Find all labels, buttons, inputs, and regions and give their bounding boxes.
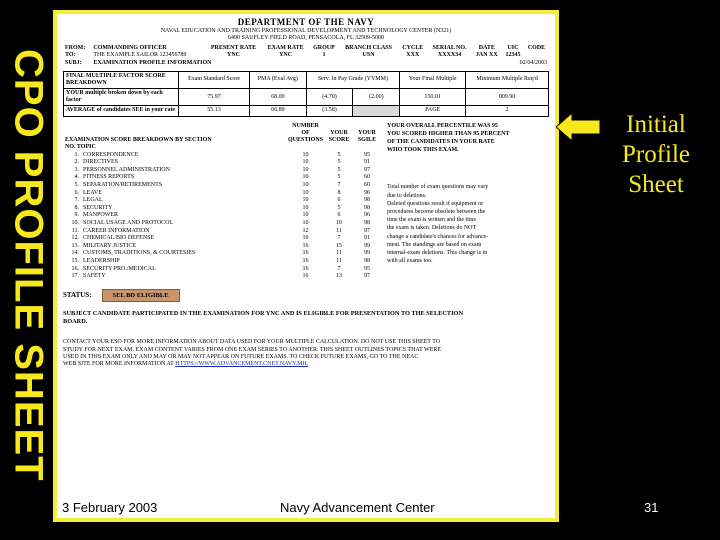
note-line: time the exam is written and the time — [387, 217, 477, 224]
section-s: 11 — [336, 257, 342, 264]
grid-value: USN — [362, 52, 375, 59]
deletion-notes — [387, 184, 549, 265]
section-q: 10 — [302, 174, 309, 181]
section-topic: SECURITY — [83, 204, 113, 211]
status-badge: SEL BD ELIGIBLE — [102, 289, 180, 303]
section-row — [63, 189, 381, 197]
section-s: 5 — [337, 151, 341, 158]
section-no: 2. — [74, 159, 79, 166]
section-topic: CAREER INFORMATION — [83, 227, 150, 234]
section-row — [63, 273, 381, 281]
subj-label: SUBJ: — [65, 59, 82, 66]
note-line: the exam is taken. Deletions do NOT — [387, 225, 477, 232]
status-label: STATUS: — [63, 291, 92, 300]
section-p: 91 — [364, 235, 370, 242]
section-row — [63, 174, 381, 182]
mf-cell: Exam Standard Score — [179, 71, 250, 88]
footer-organization: Navy Advancement Center — [280, 500, 435, 515]
section-topic: SECURITY PRO./MEDICAL — [83, 265, 156, 272]
mf-row-label: YOUR multiple broken down by each factor — [64, 89, 179, 106]
status-row — [63, 289, 549, 303]
percentile-line: WHO TOOK THIS EXAM. — [387, 147, 459, 154]
contact-line: CONTACT YOUR ESO FOR MORE INFORMATION ABOUT DATA USED FOR YOUR MULTIPLE CALCULATION. DO NOT USE THIS SHEET TO — [63, 339, 441, 346]
section-q: 16 — [302, 242, 309, 249]
note-line: Total number of exam questions may vary — [387, 184, 489, 191]
section-no: 16. — [71, 265, 79, 272]
percentile-line: YOUR OVERALL PERCENTILE WAS 95 — [387, 122, 498, 129]
section-p: 98 — [364, 204, 370, 211]
side-title: CPO PROFILE SHEET — [6, 49, 51, 482]
percentile-panel — [381, 123, 549, 281]
section-q: 10 — [302, 197, 309, 204]
section-s: 7 — [337, 182, 341, 188]
mf-cell: Serv. In Pay Grade (YYMM) — [306, 71, 400, 88]
department-title: DEPARTMENT OF THE NAVY — [237, 17, 375, 27]
col-questions: NUMBER OF QUESTIONS — [287, 122, 323, 144]
page-number: 31 — [644, 500, 659, 515]
callout-arrow-icon — [556, 112, 602, 142]
section-topic: MANPOWER — [83, 212, 119, 219]
section-row — [63, 265, 381, 273]
section-p: 95 — [364, 151, 370, 158]
callout-line: Initial — [626, 111, 686, 138]
mf-cell: 75.97 — [179, 89, 250, 106]
grid-value: YNC — [279, 52, 293, 59]
section-no: 9. — [74, 212, 79, 219]
section-p: 97 — [364, 166, 370, 173]
section-s: 15 — [336, 242, 342, 249]
section-p: 99 — [364, 242, 370, 249]
section-topic: LEAVE — [83, 189, 102, 196]
mf-row-label: FINAL MULTIPLE FACTOR SCORE BREAKDOWN — [64, 71, 179, 88]
section-topic: MILITARY JUSTICE — [83, 242, 137, 249]
section-q: 10 — [302, 159, 309, 166]
grid-header: UIC — [507, 45, 519, 52]
from-value: COMMANDING OFFICER — [93, 45, 167, 52]
section-no: 5. — [74, 182, 79, 188]
section-breakdown-table — [63, 123, 381, 281]
section-row — [63, 167, 381, 175]
section-p: 98 — [364, 197, 370, 204]
percentile-line: OF THE CANDIDATES IN YOUR RATE — [387, 139, 495, 146]
callout-label — [600, 110, 712, 200]
document-header — [63, 17, 549, 42]
section-q: 10 — [302, 166, 309, 173]
grid-value: XXX — [406, 52, 420, 59]
note-line: ment. The standings are based on exam — [387, 241, 482, 248]
section-s: 11 — [336, 250, 342, 257]
grid-value: XXXX34 — [437, 52, 462, 59]
section-no: 11. — [71, 227, 79, 234]
section-topic: SOCIAL USAGE AND PROTOCOL — [83, 219, 174, 226]
section-no: 10. — [71, 219, 79, 226]
mf-cell: (3.58) — [306, 106, 353, 116]
mf-cell: (2.00) — [353, 89, 400, 106]
section-q: 16 — [302, 273, 309, 280]
section-topic: CUSTOMS, TRADITIONS, & COURTESIES — [83, 250, 196, 257]
section-q: 10 — [302, 182, 309, 188]
section-p: 99 — [364, 250, 370, 257]
section-row — [63, 182, 381, 190]
mf-cell: 009.90 — [466, 89, 549, 106]
center-name: NAVAL EDUCATION AND TRAINING PROFESSIONAL DEVELOPMENT AND TECHNOLOGY CENTER (N321) — [160, 27, 452, 34]
section-no: 15. — [71, 257, 79, 264]
mf-cell: Minimum Multiple Req'd — [466, 71, 549, 88]
subj-value: EXAMINATION PROFILE INFORMATION — [93, 59, 212, 66]
document-date-ref: 02/04/2003 — [519, 60, 547, 66]
col-no-topic: NO. TOPIC — [65, 144, 96, 151]
profile-sheet-frame — [53, 10, 559, 522]
grid-header: CODE — [527, 45, 546, 52]
note-line: internal-exam deletions. This change is in — [387, 249, 488, 256]
advancement-website-link[interactable]: HTTPS://WWW.ADVANCEMENT.CNET.NAVY.MIL — [175, 360, 309, 367]
section-p: 97 — [364, 227, 370, 234]
breakdown-title: EXAMINATION SCORE BREAKDOWN BY SECTION — [65, 137, 212, 144]
section-s: 6 — [337, 212, 341, 219]
section-s: 13 — [336, 273, 342, 280]
section-topic: PERSONNEL ADMINISTRATION — [83, 166, 170, 173]
section-topic: SAFETY — [83, 273, 106, 280]
callout-line: Profile — [621, 141, 691, 168]
section-row — [63, 227, 381, 235]
section-row — [63, 243, 381, 251]
section-q: 12 — [302, 227, 309, 234]
section-s: 8 — [337, 189, 341, 196]
grid-header: DATE — [478, 45, 495, 52]
col-score: YOUR SCORE — [328, 129, 350, 144]
section-p: 96 — [364, 189, 370, 196]
callout-line: Sheet — [628, 171, 684, 198]
section-s: 6 — [337, 197, 341, 204]
note-line: procedures become obsolete between the — [387, 208, 486, 215]
contact-line: USED IN THIS EXAM ONLY AND MAY OR MAY NOT APPEAR ON FUTURE EXAMS. TO CHECK FUTURE EXAMS, GO TO THE NEAC — [63, 353, 419, 360]
mf-cell: (4.70) — [306, 89, 353, 106]
note-line: due to deletions. — [387, 192, 427, 199]
section-no: 8. — [74, 204, 79, 211]
section-s: 10 — [336, 219, 342, 226]
note-line: with all exams too. — [387, 258, 433, 265]
grid-value: 12345 — [505, 52, 521, 59]
to-label: TO: — [65, 52, 76, 59]
section-row — [63, 197, 381, 205]
col-sgile: YOUR SGILE — [357, 129, 377, 144]
section-p: 98 — [364, 219, 370, 226]
section-topic: CHEMICAL/BIO DEFENSE — [83, 235, 155, 242]
grid-value: JAN XX — [475, 52, 498, 59]
note-line: change a candidate's chances for advance- — [387, 233, 489, 240]
profile-sheet-document — [57, 14, 555, 518]
section-p: 60 — [364, 182, 370, 188]
multiple-factor-table — [63, 71, 549, 117]
section-rows — [63, 151, 381, 280]
note-line: Deleted questions result if equipment or — [387, 200, 484, 207]
section-no: 4. — [74, 174, 79, 181]
section-p: 95 — [364, 265, 370, 272]
section-row — [63, 212, 381, 220]
section-no: 7. — [74, 197, 79, 204]
section-p: 91 — [364, 159, 370, 166]
mf-cell: 2 — [466, 106, 549, 116]
section-s: 5 — [337, 174, 341, 181]
contact-line: WEB SITE FOR MORE INFORMATION AT HTTPS://WWW.ADVANCEMENT.CNET.NAVY.MIL — [63, 360, 309, 367]
section-q: 10 — [302, 151, 309, 158]
grid-header: EXAM RATE — [267, 45, 304, 52]
section-q: 16 — [302, 250, 309, 257]
contact-info — [63, 339, 549, 368]
mf-row-label: AVERAGE of candidates SEE in your rate — [64, 106, 179, 116]
mf-cell: 68.00 — [250, 89, 306, 106]
section-no: 17. — [71, 273, 79, 280]
section-row — [63, 235, 381, 243]
section-q: 10 — [302, 235, 309, 242]
section-p: 96 — [364, 212, 370, 219]
section-no: 13. — [71, 242, 79, 249]
section-no: 12. — [71, 235, 79, 242]
section-q: 10 — [302, 204, 309, 211]
percentile-line: YOU SCORED HIGHER THAN 95 PERCENT — [387, 130, 510, 137]
section-s: 5 — [337, 159, 341, 166]
section-breakdown-table-wrap — [63, 123, 381, 281]
section-no: 6. — [74, 189, 79, 196]
section-row — [63, 250, 381, 258]
section-q: 10 — [302, 189, 309, 196]
section-no: 1. — [74, 151, 79, 158]
section-row — [63, 151, 381, 159]
footer-date: 3 February 2003 — [62, 500, 158, 515]
to-value: THE EXAMPLE SAILOR 123456789 — [93, 52, 187, 59]
section-no: 14. — [71, 250, 79, 257]
grid-header: CYCLE — [402, 45, 424, 52]
section-p: 60 — [364, 174, 370, 181]
contact-line: STUDY FOR NEXT EXAM. EXAM CONTENT VARIES FROM ONE EXAM SERIES TO ANOTHER. THIS SHEET OUTLINES TOPICS THAT WERE — [63, 346, 442, 353]
section-q: 16 — [302, 265, 309, 272]
mf-cell: 55.13 — [179, 106, 250, 116]
mf-cell: PMA (Eval Avg) — [250, 71, 306, 88]
section-breakdown — [63, 123, 549, 281]
section-row — [63, 205, 381, 213]
grid-value — [524, 52, 549, 59]
section-topic: DIRECTIVES — [83, 159, 118, 166]
section-topic: LEGAL — [83, 197, 103, 204]
center-address: 6490 SAUFLEY FIELD ROAD, PENSACOLA, FL 32509-5000 — [228, 34, 384, 41]
section-s: 11 — [336, 227, 342, 234]
section-topic: SEPARATION/RETIREMENTS — [83, 182, 163, 188]
section-topic: LEADERSHIP — [83, 257, 120, 264]
section-topic: CORRESPONDENCE — [83, 151, 139, 158]
grid-value: 1 — [322, 52, 326, 59]
section-q: 10 — [302, 219, 309, 226]
section-p: 98 — [364, 257, 370, 264]
section-no: 3. — [74, 166, 79, 173]
grid-header: SERIAL NO. — [432, 45, 467, 52]
mf-cell: PAGE — [400, 106, 466, 116]
grid-value: YNC — [226, 52, 240, 59]
mf-cell-empty — [353, 106, 400, 116]
section-s: 7 — [337, 235, 341, 242]
section-s: 5 — [337, 204, 341, 211]
section-row — [63, 220, 381, 228]
section-topic: FITNESS REPORTS — [83, 174, 135, 181]
grid-header: BRANCH CLASS — [345, 45, 392, 52]
mf-cell: Your Final Multiple — [400, 71, 466, 88]
section-p: 97 — [364, 273, 370, 280]
section-q: 10 — [302, 212, 309, 219]
section-q: 16 — [302, 257, 309, 264]
section-row — [63, 258, 381, 266]
eligibility-statement: SUBJECT CANDIDATE PARTICIPATED IN THE EXAMINATION FOR YNC AND IS ELIGIBLE FOR PRESENTATION TO THE SELECTION BOARD. — [63, 310, 464, 325]
section-row — [63, 159, 381, 167]
grid-header: GROUP — [313, 45, 335, 52]
section-s: 7 — [337, 265, 341, 272]
percentile-text — [387, 123, 549, 155]
grid-header: PRESENT RATE — [210, 45, 257, 52]
section-s: 5 — [337, 166, 341, 173]
from-label: FROM: — [65, 45, 86, 52]
candidate-info-grid — [63, 45, 549, 67]
mf-cell: 150.01 — [400, 89, 466, 106]
mf-cell: 66.89 — [250, 106, 306, 116]
